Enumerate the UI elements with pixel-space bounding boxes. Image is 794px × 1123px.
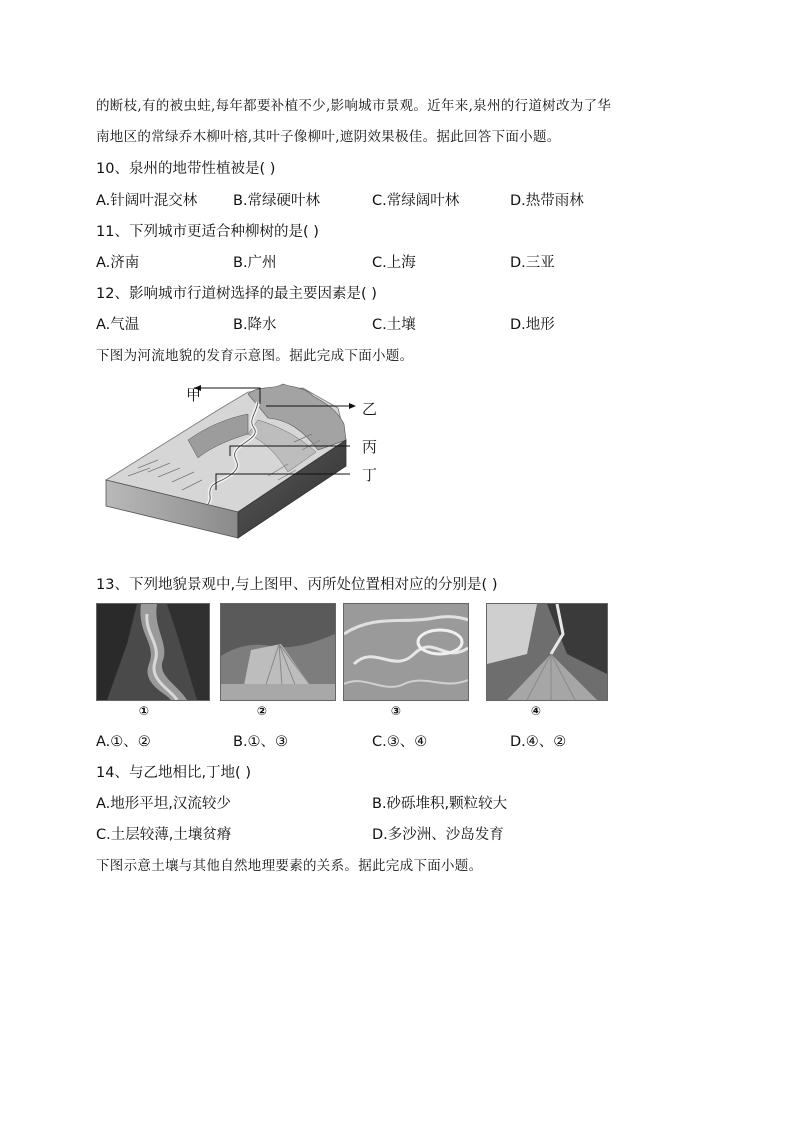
q13-option-b[interactable]: B.①、③ — [233, 734, 289, 750]
question-12-stem: 12、影响城市行道树选择的最主要因素是( ) — [96, 286, 377, 302]
question-13-stem: 13、下列地貌景观中,与上图甲、丙所处位置相对应的分别是( ) — [96, 577, 498, 593]
q12-option-d[interactable]: D.地形 — [510, 317, 555, 333]
photo-label-3: ③ — [390, 704, 402, 718]
q12-option-a[interactable]: A.气温 — [96, 317, 140, 333]
river-landform-illustration — [98, 380, 398, 540]
q14-option-a[interactable]: A.地形平坦,汉流较少 — [96, 796, 231, 812]
q10-option-a[interactable]: A.针阔叶混交林 — [96, 193, 198, 209]
label-bing: 丙 — [362, 438, 378, 456]
river-landform-diagram — [98, 380, 398, 540]
q10-option-d[interactable]: D.热带雨林 — [510, 193, 584, 209]
q14-option-d[interactable]: D.多沙洲、沙岛发育 — [372, 827, 504, 843]
label-yi: 乙 — [362, 400, 378, 418]
landform-photo-2 — [220, 603, 336, 701]
question-10-stem: 10、泉州的地带性植被是( ) — [96, 161, 276, 177]
landform-photo-3 — [343, 603, 469, 701]
q13-option-a[interactable]: A.①、② — [96, 734, 151, 750]
photo-label-4: ④ — [530, 704, 542, 718]
question-14-stem: 14、与乙地相比,丁地( ) — [96, 765, 251, 781]
intro-soil-relationship: 下图示意土壤与其他自然地理要素的关系。据此完成下面小题。 — [96, 858, 483, 874]
q13-option-c[interactable]: C.③、④ — [372, 734, 428, 750]
intro-line-2: 南地区的常绿乔木柳叶榕,其叶子像柳叶,遮阴效果极佳。据此回答下面小题。 — [96, 129, 561, 145]
landform-photo-4 — [486, 603, 608, 701]
q10-option-c[interactable]: C.常绿阔叶林 — [372, 193, 460, 209]
q13-option-d[interactable]: D.④、② — [510, 734, 567, 750]
q12-option-c[interactable]: C.土壤 — [372, 317, 416, 333]
photo-label-1: ① — [138, 704, 150, 718]
q11-option-d[interactable]: D.三亚 — [510, 255, 555, 271]
q14-option-b[interactable]: B.砂砾堆积,颗粒较大 — [372, 796, 508, 812]
q11-option-a[interactable]: A.济南 — [96, 255, 140, 271]
q11-option-b[interactable]: B.广州 — [233, 255, 277, 271]
intro-river-landform: 下图为河流地貌的发育示意图。据此完成下面小题。 — [96, 348, 414, 364]
q10-option-b[interactable]: B.常绿硬叶林 — [233, 193, 321, 209]
question-11-stem: 11、下列城市更适合种柳树的是( ) — [96, 224, 319, 240]
landform-photo-1 — [96, 603, 210, 701]
label-jia: 甲 — [186, 386, 202, 404]
q14-option-c[interactable]: C.土层较薄,土壤贫瘠 — [96, 827, 232, 843]
q11-option-c[interactable]: C.上海 — [372, 255, 416, 271]
intro-line-1: 的断枝,有的被虫蛀,每年都要补植不少,影响城市景观。近年来,泉州的行道树改为了华 — [96, 98, 612, 114]
q12-option-b[interactable]: B.降水 — [233, 317, 277, 333]
photo-label-2: ② — [256, 704, 268, 718]
label-ding: 丁 — [362, 466, 378, 484]
